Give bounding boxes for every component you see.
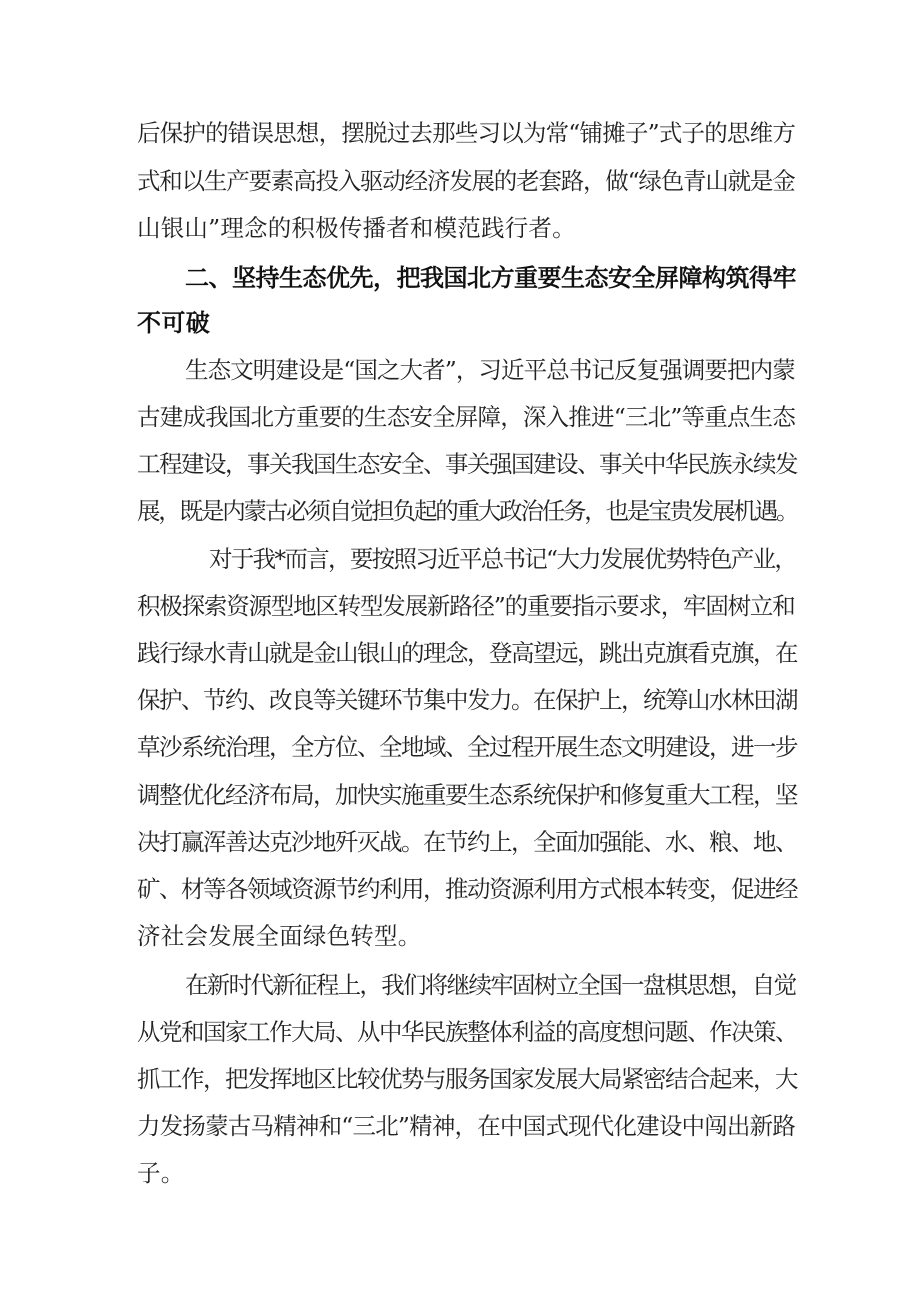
paragraph-3-line-5: 草沙系统治理，全方位、全地域、全过程开展生态文明建设，进一步	[137, 733, 797, 761]
paragraph-4-line-1: 在新时代新征程上，我们将继续牢固树立全国一盘棋思想，自觉	[185, 971, 796, 999]
paragraph-2-line-1: 生态文明建设是“国之大者”，习近平总书记反复强调要把内蒙	[185, 356, 795, 384]
paragraph-3-line-2: 积极探索资源型地区转型发展新路径”的重要指示要求，牢固树立和	[137, 592, 795, 620]
paragraph-3-line-4: 保护、节约、改良等关键环节集中发力。在保护上，统筹山水林田湖	[137, 686, 797, 714]
paragraph-3-line-9: 济社会发展全面绿色转型。	[137, 922, 422, 950]
section-heading-line-1: 二、坚持生态优先，把我国北方重要生态安全屏障构筑得牢	[185, 264, 796, 292]
paragraph-2-line-3: 工程建设，事关我国生态安全、事关强国建设、事关中华民族永续发	[137, 450, 797, 478]
paragraph-2-line-4: 展，既是内蒙古必须自觉担负起的重大政治任务，也是宝贵发展机遇。	[137, 497, 798, 525]
paragraph-1-line-3: 山银山”理念的积极传播者和模范践行者。	[137, 214, 576, 242]
paragraph-3-line-1: 对于我*而言，要按照习近平总书记“大力发展优势特色产业，	[209, 545, 797, 573]
paragraph-3-line-7: 决打赢浑善达克沙地歼灭战。在节约上，全面加强能、水、粮、地、	[137, 828, 797, 856]
paragraph-3-line-6: 调整优化经济布局，加快实施重要生态系统保护和修复重大工程，坚	[137, 781, 797, 809]
paragraph-1-line-1: 后保护的错误思想，摆脱过去那些习以为常“铺摊子”式子的思维方	[137, 119, 796, 147]
paragraph-2-line-2: 古建成我国北方重要的生态安全屏障，深入推进“三北”等重点生态	[137, 403, 796, 431]
paragraph-1-line-2: 式和以生产要素高投入驱动经济发展的老套路，做“绿色青山就是金	[137, 167, 795, 195]
paragraph-4-line-2: 从党和国家工作大局、从中华民族整体利益的高度想问题、作决策、	[137, 1018, 797, 1046]
paragraph-3-line-3: 践行绿水青山就是金山银山的理念，登高望远，跳出克旗看克旗，在	[137, 639, 797, 667]
section-heading-line-2: 不可破	[137, 309, 211, 337]
paragraph-4-line-5: 子。	[137, 1159, 185, 1187]
paragraph-3-line-8: 矿、材等各领域资源节约利用，推动资源利用方式根本转变，促进经	[137, 875, 797, 903]
paragraph-4-line-3: 抓工作，把发挥地区比较优势与服务国家发展大局紧密结合起来，大	[137, 1065, 797, 1093]
paragraph-4-line-4: 力发扬蒙古马精神和“三北”精神，在中国式现代化建设中闯出新路	[137, 1112, 796, 1140]
